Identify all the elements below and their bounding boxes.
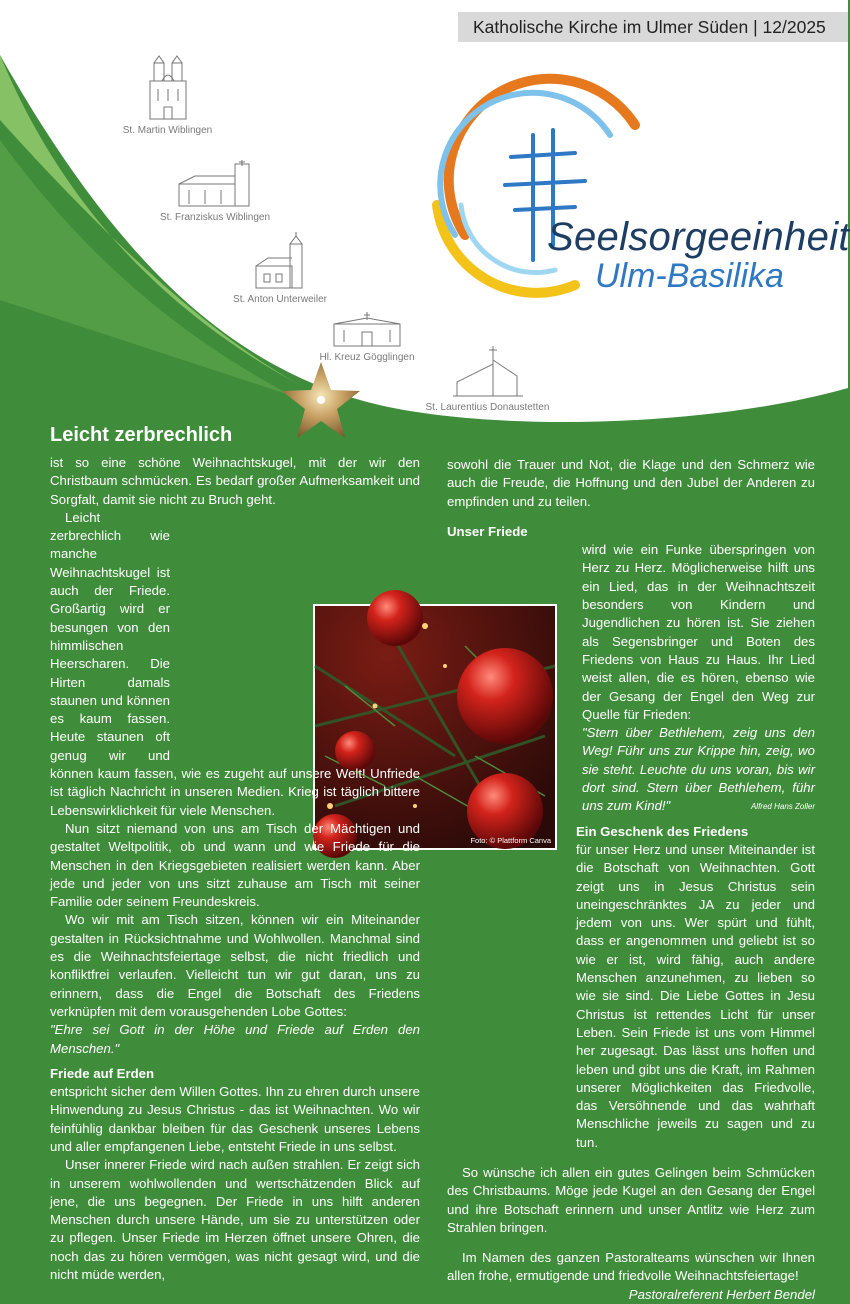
church-label: St. Franziskus Wiblingen	[160, 212, 271, 223]
article-right-column	[447, 456, 815, 1304]
church-st-laurentius-drawing	[453, 346, 523, 398]
song-text: "Stern über Bethlehem, zeig uns den Weg! Führ uns zur Krippe hin, zeig, wo sie steht. Leuchte du uns voran, bis wir dort sind. Stern über Bethlehem, führ uns zum Kind!"	[582, 725, 815, 814]
church-st-laurentius	[425, 346, 550, 413]
paragraph: Wo wir mit am Tisch sitzen, können wir ein Miteinander gestalten in Rücksichtnahme und Wohlwollen. Manchmal sind es die Weihnachtsfeiertage selbst, die nicht friedlich und konfliktfrei verlaufen. Vielleicht tun wir gut daran, uns zu erinnern, dass die Engel die Botschaft des Friedens verknüpfen mit dem vorausgehenden Lobe Gottes:	[50, 912, 420, 1019]
gold-star-icon	[280, 360, 362, 442]
logo-line-2: Ulm-Basilika	[595, 257, 784, 295]
paragraph: Im Namen des ganzen Pastoralteams wünschen wir Ihnen allen frohe, ermutigende und friedvolle Weihnachtsfeiertage!	[447, 1250, 815, 1284]
church-st-martin-drawing	[142, 55, 194, 121]
article-left-column	[50, 454, 420, 1284]
church-label: St. Martin Wiblingen	[122, 125, 213, 136]
paragraph: für unser Herz und unser Miteinander ist die Botschaft von Weihnachten. Gott zeigt uns in Jesus Christus sein uneingeschränktes JA zu jeder und jedem von uns. Wer spürt und fühlt, dass er angenommen und geliebt ist so wie er ist, wird fähig, auch andere Menschen anzunehmen, zu lieben so wie sie sind. Die Liebe Gottes in Jesu Christus ist rettendes Licht für unser Leben. Sein Friede ist uns vom Himmel her zugesagt. Das lässt uns hoffen und leben und gibt uns die Kraft, im Rahmen unserer Möglichkeiten das Friedvolle, das Versöhnende und das wahrhaft Menschliche jeweils zu sagen und zu tun.	[576, 841, 815, 1150]
subheading: Ein Geschenk des Friedens	[576, 823, 749, 839]
church-label: St. Laurentius Donaustetten	[425, 402, 550, 413]
church-hl-kreuz	[312, 312, 422, 363]
logo	[425, 85, 850, 300]
paragraph: Nun sitzt niemand von uns am Tisch der Mächtigen und gestaltet Weltpolitik, ob und wann und wie Friede für die Menschen in den Kriegsgebieten realisiert werden kann. Aber jede und jeder von uns sitzt zuhause am Tisch mit seiner Familie oder seinem Freundeskreis.	[50, 820, 420, 910]
church-st-franziskus	[160, 160, 270, 223]
quote: "Ehre sei Gott in der Höhe und Friede auf Erden den Menschen."	[50, 1022, 420, 1056]
song-quote	[576, 724, 815, 815]
church-st-anton	[230, 232, 330, 305]
header-bar	[458, 12, 848, 42]
logo-line-1: Seelsorgeeinheit	[547, 215, 850, 259]
paragraph: entspricht sicher dem Willen Gottes. Ihn zu ehren durch unsere Hinwendung zu Jesus Christus - das ist Weihnachten. Wo wir feinfühlig dankbar bleiben für das Geschenk unseres Lebens und aller empfangenen Liebe, entsteht Friede in uns selbst.	[50, 1084, 420, 1154]
paragraph: ist so eine schöne Weihnachtskugel, mit der wir den Christbaum schmücken. Es bedarf großer Aufmerksamkeit und Sorgfalt, damit sie nicht zu Bruch geht.	[50, 455, 420, 507]
paragraph: sowohl die Trauer und Not, die Klage und den Schmerz wie auch die Freude, die Hoffnung und den Jubel der Anderen zu empfinden und zu teilen.	[447, 457, 815, 509]
subheading: Friede auf Erden	[50, 1065, 155, 1081]
church-hl-kreuz-drawing	[332, 312, 402, 348]
paragraph: Unser innerer Friede wird nach außen strahlen. Er zeigt sich in unserem wohlwollenden und wertschätzenden Blick auf jene, die uns begegnen. Der Friede in uns hilft anderen Menschen durch unsere Hände, um sie zu unterstützen oder zu pflegen. Unser Friede im Herzen öffnet unsere Ohren, die noch das zu hören vermögen, was nicht gesagt wird, und die nicht müde werden,	[50, 1157, 420, 1283]
church-st-anton-drawing	[254, 232, 306, 290]
church-st-franziskus-drawing	[175, 160, 255, 208]
photo-spacer	[447, 541, 576, 813]
subheading: Unser Friede	[447, 523, 528, 539]
church-label: Hl. Kreuz Gögglingen	[319, 352, 415, 363]
song-author: Alfred Hans Zoller	[750, 802, 815, 812]
church-label: St. Anton Unterweiler	[233, 294, 327, 305]
paragraph: wird wie ein Funke überspringen von Herz zu Herz. Möglicherweise hilft uns ein Lied, das in der Weihnachtszeit besonders von Kindern und Jugendlichen zu hören ist. Sie ziehen als Segensbringer und Boten des Friedens von Haus zu Haus. Ihr Lied weist allen, die es hören, ebenso wie der Gesang der Engel den Weg zur Quelle für Frieden:	[582, 542, 815, 722]
photo-spacer	[178, 511, 430, 751]
church-st-martin	[120, 55, 215, 136]
article-title: Leicht zerbrechlich	[50, 424, 233, 446]
paragraph: So wünsche ich allen ein gutes Gelingen beim Schmücken des Christbaums. Möge jede Kugel an den Gesang der Engel und ihre Botschaft erinnern und unser Antlitz wie Herz zum Strahlen bringen.	[447, 1164, 815, 1235]
paragraph: Leicht zerbrechlich wie manche Weihnachtskugel ist auch der Friede. Großartig wird er besungen von den himmlischen Heerscharen. Die Hirten damals staunen und können es kaum fassen. Heute staunen oft genug wir und können kaum fassen, wie es zugeht auf unsere Welt! Unfriede ist täglich Nachricht in unseren Medien. Krieg ist täglich bittere Lebenswirklichkeit für viele Menschen.	[50, 509, 420, 818]
photo-credit: Foto: © Plattform Canva	[470, 836, 551, 845]
header-title: Katholische Kirche im Ulmer Süden | 12/2025	[473, 17, 826, 37]
signature: Pastoralreferent Herbert Bendel	[628, 1286, 815, 1302]
